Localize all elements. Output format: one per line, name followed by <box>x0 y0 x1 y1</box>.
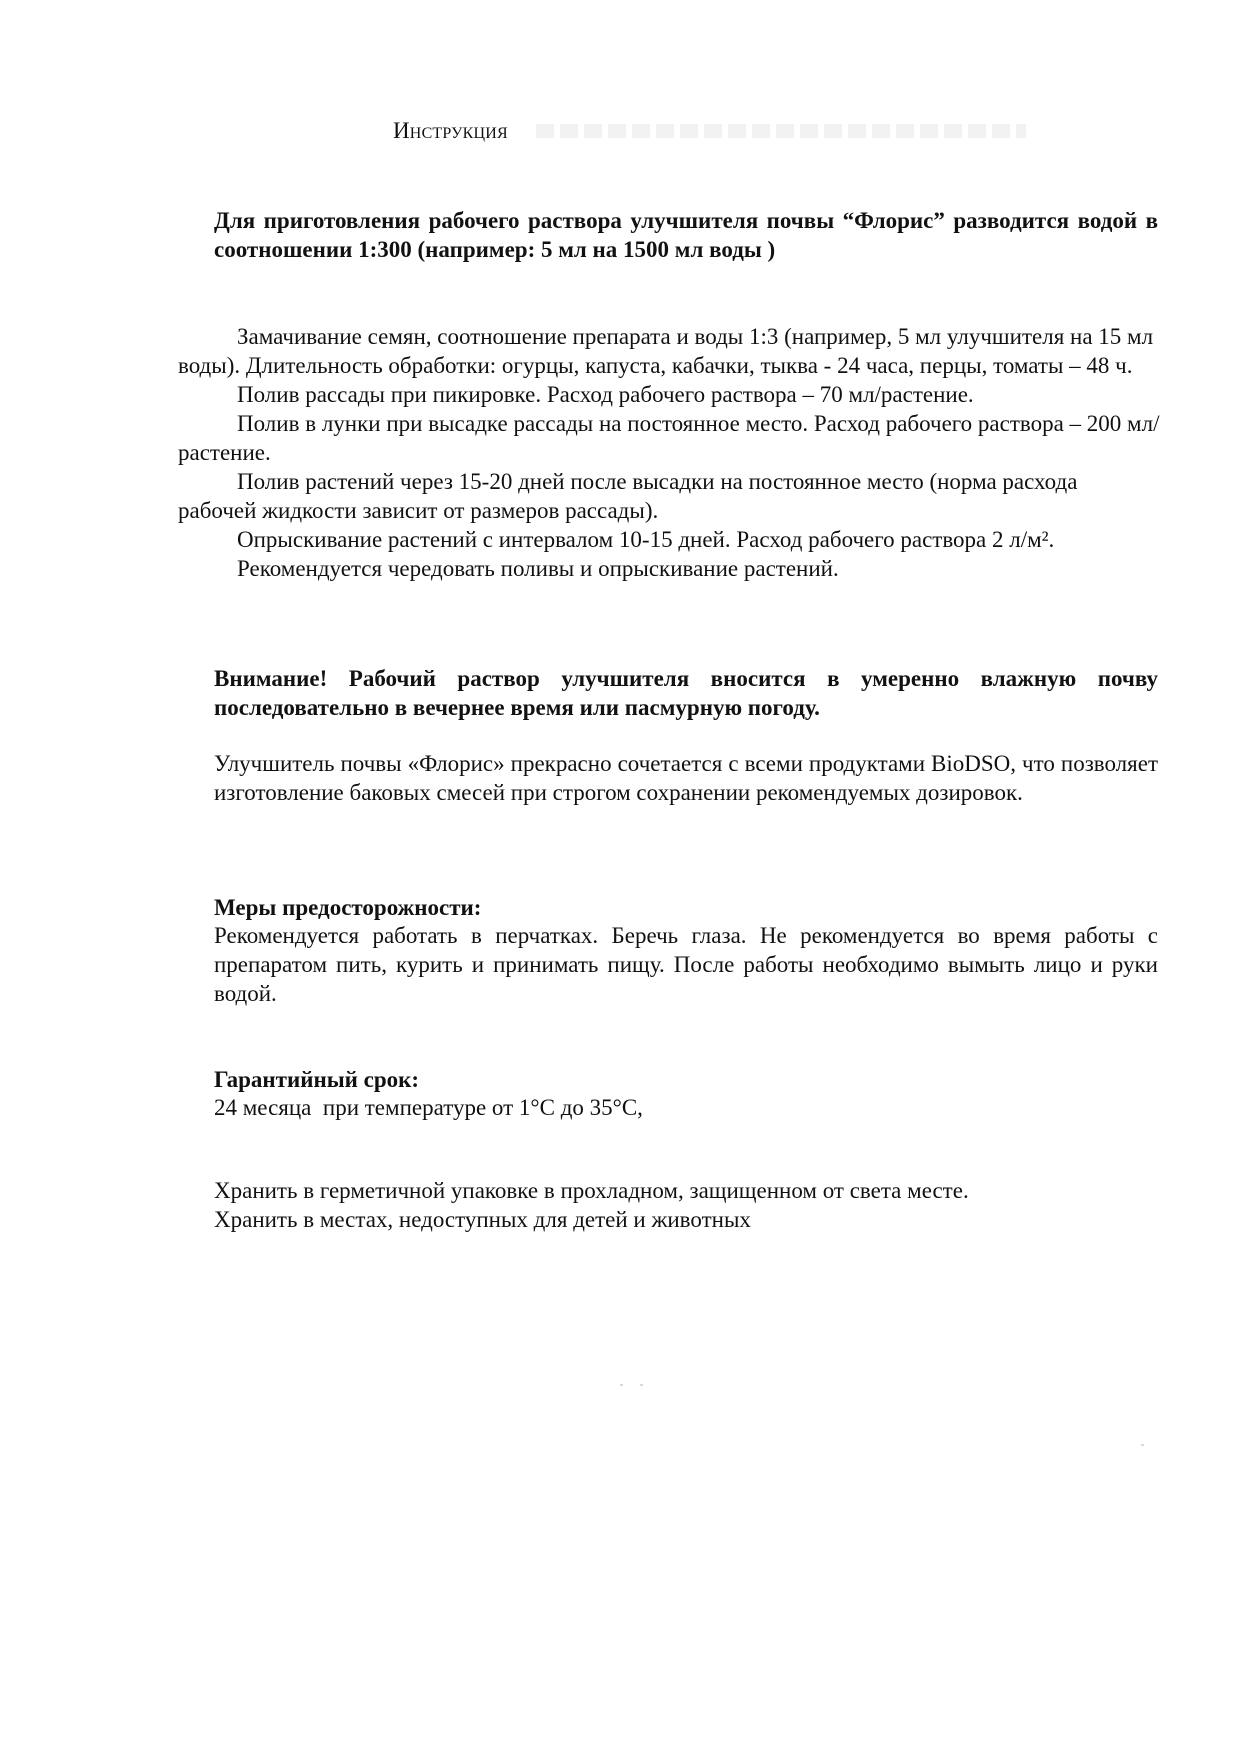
faded-title-continuation <box>536 124 1026 138</box>
usage-item: Полив растений через 15-20 дней после высадки на постоянное место (норма расхода рабочей жидкости зависит от размеров рассады). <box>178 469 1078 523</box>
usage-instructions <box>178 322 1160 583</box>
storage-line: Хранить в местах, недоступных для детей и животных <box>214 1207 751 1232</box>
scan-speck <box>1141 1444 1144 1446</box>
usage-item: Рекомендуется чередовать поливы и опрыскивание растений. <box>237 556 839 581</box>
usage-item: Полив в лунки при высадке рассады на постоянное место. Расход рабочего раствора – 200 мл/растение. <box>178 411 1160 465</box>
warranty-heading: Гарантийный срок: <box>214 1067 420 1092</box>
storage-line: Хранить в герметичной упаковке в прохладном, защищенном от света месте. <box>214 1178 969 1203</box>
scan-speck <box>640 1384 643 1386</box>
precautions-text: Рекомендуется работать в перчатках. Беречь глаза. Не рекомендуется во время работы с препаратом пить, курить и принимать пищу. После работы необходимо вымыть лицо и руки водой. <box>214 923 1158 1006</box>
precautions-heading: Меры предосторожности: <box>214 895 482 920</box>
usage-item: Полив рассады при пикировке. Расход рабочего раствора – 70 мл/растение. <box>237 382 974 407</box>
warning-paragraph: Внимание! Рабочий раствор улучшителя вносится в умеренно влажную почву последовательно в вечернее время или пасмурную погоду. <box>214 666 1158 720</box>
usage-item: Замачивание семян, соотношение препарата и воды 1:3 (например, 5 мл улучшителя на 15 мл воды). Длительность обработки: огурцы, капуста, кабачки, тыква - 24 часа, перцы, томаты – 48 ч. <box>178 324 1154 378</box>
dilution-instruction: Для приготовления рабочего раствора улучшителя почвы “Флорис” разводится водой в соотношении 1:300 (например: 5 мл на 1500 мл воды ) <box>214 208 1158 262</box>
scan-speck <box>620 1384 623 1386</box>
warranty-text: 24 месяца при температуре от 1°С до 35°С, <box>214 1095 643 1120</box>
compatibility-paragraph: Улучшитель почвы «Флорис» прекрасно сочетается с всеми продуктами BioDSO, что позволяет изготовление баковых смесей при строгом сохранении рекомендуемых дозировок. <box>214 751 1158 805</box>
document-title: Инструкция <box>393 118 508 143</box>
usage-item: Опрыскивание растений с интервалом 10-15 дней. Расход рабочего раствора 2 л/м². <box>237 527 1055 552</box>
